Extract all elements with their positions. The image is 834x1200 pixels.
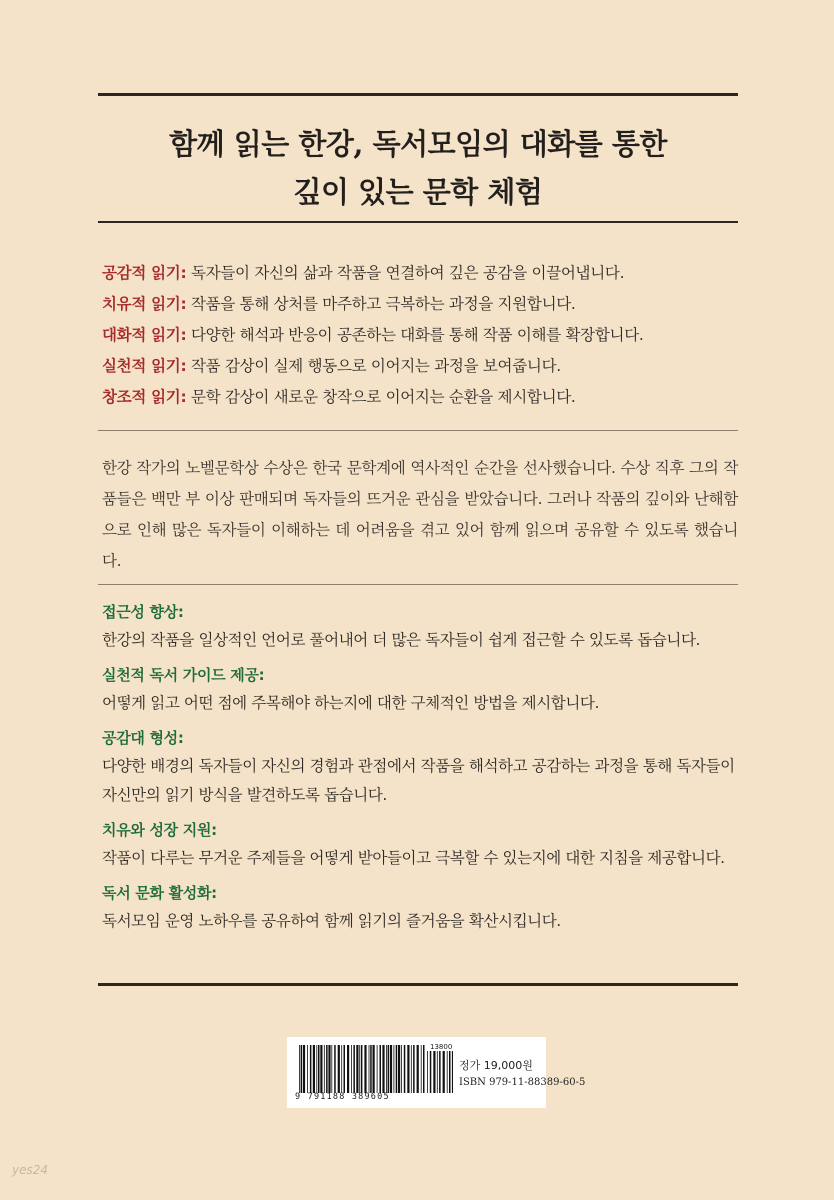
reading-label: 창조적 읽기:	[102, 388, 187, 406]
feature-text: 한강의 작품을 일상적인 언어로 풀어내어 더 많은 독자들이 쉽게 접근할 수 있도록 돕습니다.	[102, 631, 701, 649]
feature-label: 독서 문화 활성화:	[102, 884, 217, 902]
feature-label: 공감대 형성:	[102, 729, 184, 747]
title-line-1: 함께 읽는 한강, 독서모임의 대화를 통한	[169, 127, 667, 161]
page-title	[98, 120, 738, 216]
feature-text: 어떻게 읽고 어떤 점에 주목해야 하는지에 대한 구체적인 방법을 제시합니다.	[102, 694, 600, 712]
barcode-icon	[299, 1045, 425, 1093]
features-list	[102, 598, 742, 942]
price-label: 정가 19,000원	[459, 1059, 533, 1072]
feature-text: 작품이 다루는 무거운 주제들을 어떻게 받아들이고 극복할 수 있는지에 대한 지침을 제공합니다.	[102, 849, 725, 867]
intro-paragraph: 한강 작가의 노벨문학상 수상은 한국 문학계에 역사적인 순간을 선사했습니다. 수상 직후 그의 작품들은 백만 부 이상 판매되며 독자들의 뜨거운 관심을 받았습니다. 그러나 작품의 깊이와 난해함으로 인해 많은 독자들이 이해하는 데 어려움을 겪고 있어 함께 읽으며 공유할 수 있도록 했습니다.	[102, 459, 738, 570]
feature-item	[102, 879, 742, 936]
reading-item	[102, 382, 742, 413]
reading-text: 다양한 해석과 반응이 공존하는 대화를 통해 작품 이해를 확장합니다.	[186, 326, 644, 344]
feature-label: 실천적 독서 가이드 제공:	[102, 666, 265, 684]
reading-types-list	[102, 258, 742, 413]
reading-label: 공감적 읽기:	[102, 264, 187, 282]
feature-item	[102, 724, 742, 810]
section-divider	[98, 584, 738, 585]
reading-item	[102, 258, 742, 289]
barcode-box	[287, 1037, 586, 1108]
reading-text: 작품을 통해 상처를 마주하고 극복하는 과정을 지원합니다.	[186, 295, 576, 313]
feature-text: 다양한 배경의 독자들이 자신의 경험과 관점에서 작품을 해석하고 공감하는 과정을 통해 독자들이 자신만의 읽기 방식을 발견하도록 돕습니다.	[102, 757, 735, 804]
title-line-2: 깊이 있는 문학 체험	[293, 175, 543, 209]
section-divider	[98, 430, 738, 431]
barcode-addon-number: 13800	[430, 1043, 453, 1051]
feature-item	[102, 598, 742, 655]
watermark: yes24	[12, 1163, 49, 1177]
reading-label: 실천적 읽기:	[102, 357, 187, 375]
reading-item	[102, 351, 742, 382]
reading-text: 독자들이 자신의 삶과 작품을 연결하여 깊은 공감을 이끌어냅니다.	[186, 264, 625, 282]
feature-item	[102, 816, 742, 873]
feature-text: 독서모임 운영 노하우를 공유하여 함께 읽기의 즐거움을 확산시킵니다.	[102, 912, 561, 930]
feature-label: 치유와 성장 지원:	[102, 821, 217, 839]
reading-item	[102, 289, 742, 320]
feature-label: 접근성 향상:	[102, 603, 184, 621]
barcode-number: 9 791188 389605	[295, 1092, 390, 1102]
reading-label: 대화적 읽기:	[102, 326, 187, 344]
reading-text: 문학 감상이 새로운 창작으로 이어지는 순환을 제시합니다.	[186, 388, 576, 406]
reading-item	[102, 320, 742, 351]
reading-text: 작품 감상이 실제 행동으로 이어지는 과정을 보여줍니다.	[186, 357, 561, 375]
feature-item	[102, 661, 742, 718]
title-bottom-rule	[98, 221, 738, 223]
isbn-label: ISBN 979-11-88389-60-5	[459, 1077, 586, 1088]
addon-barcode-icon	[427, 1051, 453, 1093]
reading-label: 치유적 읽기:	[102, 295, 187, 313]
top-rule	[98, 93, 738, 96]
bottom-rule	[98, 983, 738, 986]
